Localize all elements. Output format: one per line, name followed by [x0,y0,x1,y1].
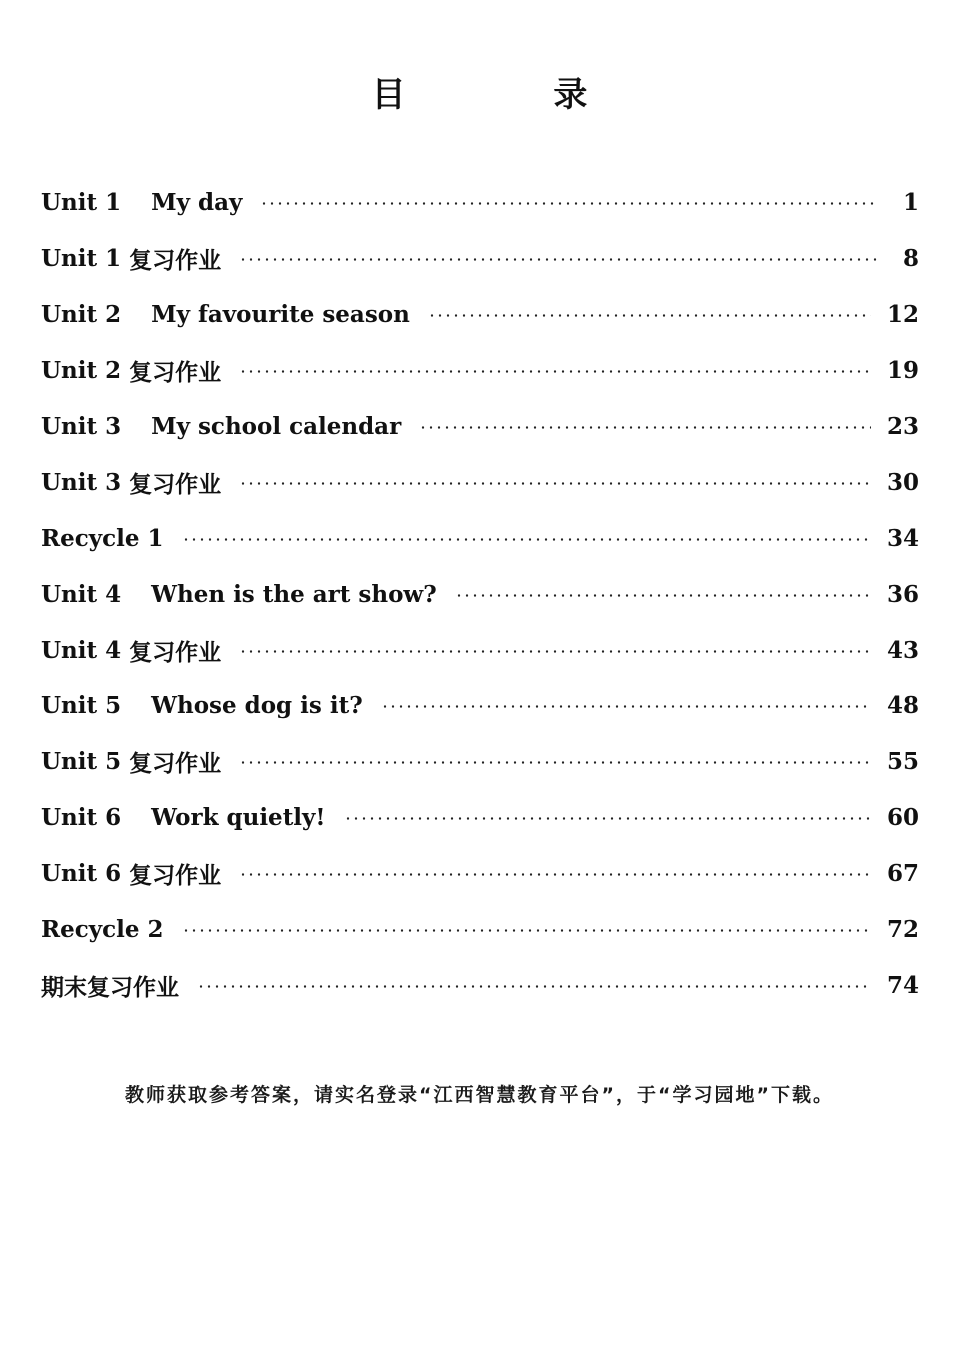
toc-entry[interactable] [41,622,919,678]
dot-leader [239,650,871,653]
toc-entry[interactable] [41,678,919,734]
toc-page-number: 8 [902,245,919,273]
toc-entry-label [41,634,221,667]
dot-leader [182,538,871,541]
toc-title: 复习作业 [129,862,222,890]
toc-entry[interactable] [41,902,919,958]
toc-title: 期末复习作业 [41,973,179,1001]
toc-page-number: 12 [886,301,919,329]
toc-title: When is the art show? [151,580,437,608]
toc-page-number: 67 [886,860,919,888]
toc-title: My school calendar [151,413,402,440]
toc-title: 复习作业 [129,638,222,666]
toc-title: My favourite season [151,301,410,329]
dot-leader [239,873,871,876]
toc-title: 复习作业 [129,750,222,778]
dot-leader [182,929,871,932]
toc-unit: Unit 1 [41,189,122,217]
toc-entry-label [41,354,221,387]
dot-leader [260,202,877,205]
toc-page-number: 30 [886,468,919,496]
dot-leader [455,594,871,597]
toc-entry-label [41,857,221,890]
page-title: 目 录 [371,75,656,115]
toc-entry-label [41,745,221,778]
toc-page-number: 19 [886,357,919,385]
toc-entry-label [41,242,221,275]
toc-title: Work quietly! [151,804,326,832]
toc-page-number: 74 [886,971,919,999]
toc-entry[interactable] [41,734,919,790]
toc-unit: Unit 3 [41,413,122,440]
dot-leader [239,258,877,261]
toc-entry-label [41,692,363,719]
toc-page-number: 34 [886,524,919,552]
toc-page-number: 36 [886,580,919,608]
toc-entry[interactable] [41,287,919,343]
dot-leader [381,705,871,708]
toc-entry-label [41,804,326,831]
dot-leader [239,482,871,485]
table-of-contents [41,175,919,1013]
toc-entry-label [41,189,242,216]
toc-entry[interactable] [41,231,919,287]
toc-unit: Unit 4 [41,580,122,608]
toc-unit: Unit 3 [41,468,122,496]
dot-leader [197,985,871,988]
toc-entry[interactable] [41,566,919,622]
toc-entry-label [41,916,164,943]
dot-leader [239,761,871,764]
toc-title: My day [151,189,243,217]
toc-unit: Unit 1 [41,245,122,273]
toc-unit: Unit 5 [41,748,122,776]
toc-page-number: 1 [902,189,919,217]
toc-title: 复习作业 [129,247,222,275]
toc-page-number: 60 [886,804,919,832]
toc-unit: Recycle 1 [41,524,164,552]
toc-title: 复习作业 [129,470,222,498]
toc-entry[interactable] [41,957,919,1013]
toc-unit: Recycle 2 [41,916,164,944]
dot-leader [419,426,871,429]
toc-entry[interactable] [41,454,919,510]
toc-entry[interactable] [41,175,919,231]
toc-page-number: 23 [886,413,919,440]
dot-leader [428,314,871,317]
toc-entry-label [41,969,179,1002]
toc-title: Whose dog is it? [151,692,363,720]
toc-entry[interactable] [41,790,919,846]
dot-leader [344,817,871,820]
toc-entry-label [41,581,437,608]
toc-unit: Unit 6 [41,804,122,832]
toc-title: 复习作业 [129,359,222,387]
toc-page-number: 48 [886,692,919,720]
footer-note: 教师获取参考答案，请实名登录“江西智慧教育平台”，于“学习园地”下载。 [125,1084,834,1106]
toc-unit: Unit 2 [41,301,122,329]
toc-page-number: 72 [886,916,919,944]
toc-entry-label [41,466,221,499]
toc-entry-label [41,301,410,328]
toc-page-number: 55 [886,748,919,776]
toc-entry[interactable] [41,846,919,902]
toc-unit: Unit 2 [41,357,122,385]
toc-unit: Unit 6 [41,860,122,888]
toc-entry[interactable] [41,343,919,399]
toc-entry[interactable] [41,399,919,455]
toc-unit: Unit 5 [41,692,122,720]
toc-unit: Unit 4 [41,636,122,664]
toc-entry-label [41,413,401,440]
toc-page-number: 43 [886,636,919,664]
toc-entry-label [41,525,164,552]
toc-entry[interactable] [41,510,919,566]
dot-leader [239,370,871,373]
